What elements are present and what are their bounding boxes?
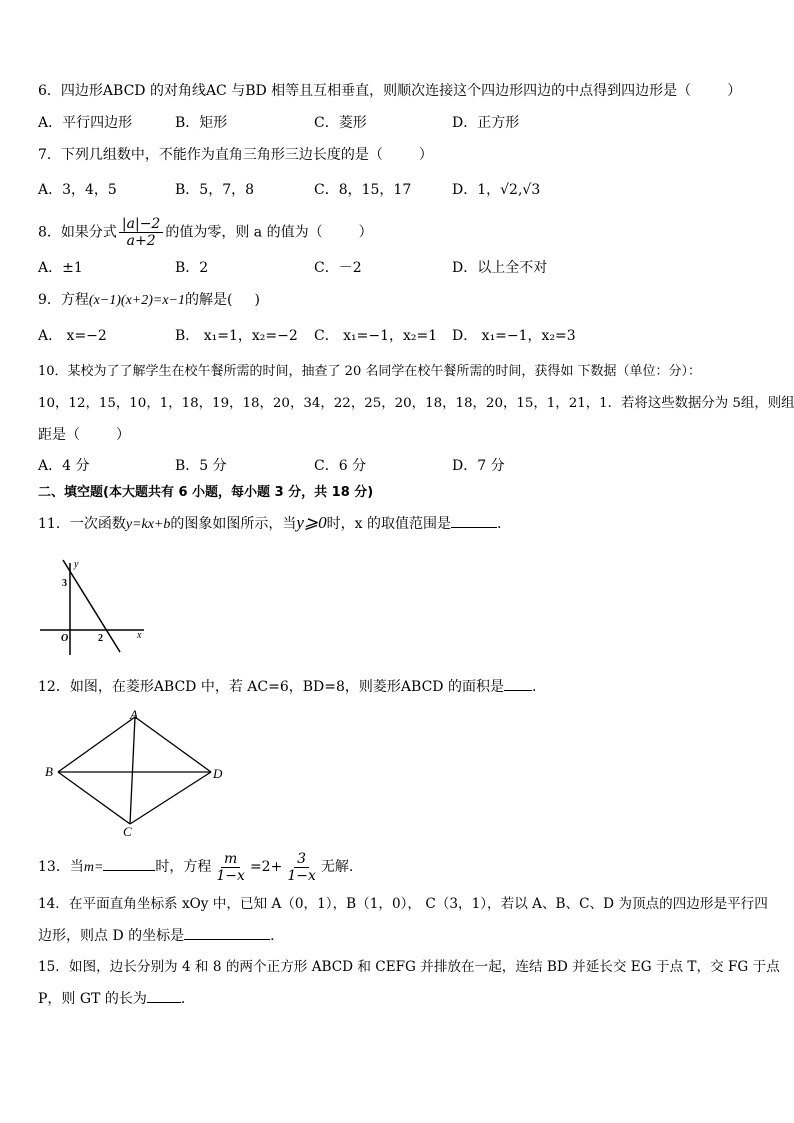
q9-option-d: D． x₁=−1，x₂=3 bbox=[452, 328, 576, 344]
q12-rhombus-figure bbox=[42, 708, 232, 840]
q14-line-1: 14．在平面直角坐标系 xOy 中，已知 A（0，1），B（1，0）， C（3，1），若以 A、B、C、D 为顶点的四边形是平行四 bbox=[38, 896, 768, 912]
q9-option-b: B． x₁=1，x₂=−2 bbox=[175, 328, 298, 344]
q8-option-c: C．－2 bbox=[314, 260, 362, 276]
q15-line-1: 15．如图，边长分别为 4 和 8 的两个正方形 ABCD 和 CEFG 并排放在一起，连结 BD 并延长交 EG 于点 T，交 FG 于点 bbox=[38, 959, 780, 975]
x-intercept-label: 2 bbox=[98, 633, 103, 644]
q6-stem: 6．四边形ABCD 的对角线AC 与BD 相等且互相垂直，则顺次连接这个四边形四边的中点得到四边形是（ ） bbox=[38, 83, 742, 99]
vertex-a-label: A bbox=[130, 708, 138, 722]
vertex-b-label: B bbox=[45, 764, 53, 779]
q15-answer-blank[interactable] bbox=[147, 988, 181, 1003]
q8-stem: 8．如果分式 $\frac{|a|-2}{a+2}$ 的值为零，则 a 的值为（ ） bbox=[38, 216, 373, 249]
q9-option-a: A． x=−2 bbox=[38, 328, 107, 344]
q13-answer-blank[interactable] bbox=[103, 856, 155, 871]
q8-option-a: A．±1 bbox=[38, 260, 83, 276]
q10-option-a: A．4 分 bbox=[38, 458, 90, 474]
function-line bbox=[63, 560, 120, 652]
q13-stem: 13．当m= 时，方程 $\frac{m}{1-x}$ =2+ $\frac{3}{1-x}$ 无解. bbox=[38, 850, 354, 884]
q9-option-c: C． x₁=−1，x₂=1 bbox=[314, 328, 438, 344]
q10-line-2: 10，12，15，10，1，18，19，18，20，34，22，25，20，18，18，20，15，1，21，1．若将这些数据分为 5组，则组 bbox=[38, 396, 794, 411]
q6-option-c: C．菱形 bbox=[314, 115, 367, 131]
q10-line-3: 距是（ ） bbox=[38, 427, 130, 443]
q12-answer-blank[interactable] bbox=[504, 676, 532, 691]
y-axis-label: y bbox=[74, 559, 79, 570]
origin-label: O bbox=[61, 633, 69, 644]
q6-option-a: A．平行四边形 bbox=[38, 115, 133, 131]
q13-fraction-1: $\frac{m}{1-x}$ bbox=[216, 850, 245, 884]
q7-option-c: C．8，15，17 bbox=[314, 182, 412, 198]
q11-graph bbox=[36, 555, 151, 660]
q10-option-d: D．7 分 bbox=[452, 458, 505, 474]
vertex-d-label: D bbox=[213, 766, 223, 781]
y-intercept-label: 3 bbox=[62, 578, 67, 589]
q9-stem: 9．方程(x−1)(x+2)=x−1的解是( ) bbox=[38, 292, 260, 308]
q10-line-1: 10．某校为了了解学生在校午餐所需的时间，抽查了 20 名同学在校午餐所需的时间，获得如 下数据（单位：分）： bbox=[38, 364, 701, 379]
q15-line-2: P，则 GT 的长为 ． bbox=[38, 988, 195, 1009]
q6-option-d: D．正方形 bbox=[452, 115, 520, 131]
x-axis-label: x bbox=[137, 630, 142, 641]
q10-option-c: C．6 分 bbox=[314, 458, 367, 474]
q8-option-b: B．2 bbox=[175, 260, 209, 276]
q14-line-2: 边形，则点 D 的坐标是 ． bbox=[38, 925, 284, 946]
q8-option-d: D．以上全不对 bbox=[452, 260, 548, 276]
q11-stem: 11．一次函数y=kx+b的图象如图所示，当y⩾0时，x 的取值范围是 . bbox=[38, 513, 502, 532]
section-title-fill-in: 二、填空题(本大题共有 6 小题，每小题 3 分，共 18 分) bbox=[38, 485, 374, 500]
q14-answer-blank[interactable] bbox=[184, 925, 270, 940]
vertex-c-label: C bbox=[123, 824, 132, 839]
q7-stem: 7．下列几组数中，不能作为直角三角形三边长度的是（ ） bbox=[38, 147, 433, 163]
q8-fraction: $\frac{|a|-2}{a+2}$ bbox=[119, 216, 163, 249]
q6-option-b: B．矩形 bbox=[175, 115, 228, 131]
q7-option-a: A．3，4，5 bbox=[38, 182, 117, 198]
q13-fraction-2: $\frac{3}{1-x}$ bbox=[287, 850, 316, 884]
q7-option-b: B．5，7，8 bbox=[175, 182, 255, 198]
q11-answer-blank[interactable] bbox=[451, 513, 497, 528]
q10-option-b: B．5 分 bbox=[175, 458, 227, 474]
q7-option-d: D．1，√2,√3 bbox=[452, 182, 541, 198]
q12-stem: 12．如图，在菱形ABCD 中，若 AC=6，BD=8，则菱形ABCD 的面积是 . bbox=[38, 676, 536, 697]
diagonal-ac bbox=[130, 717, 135, 824]
